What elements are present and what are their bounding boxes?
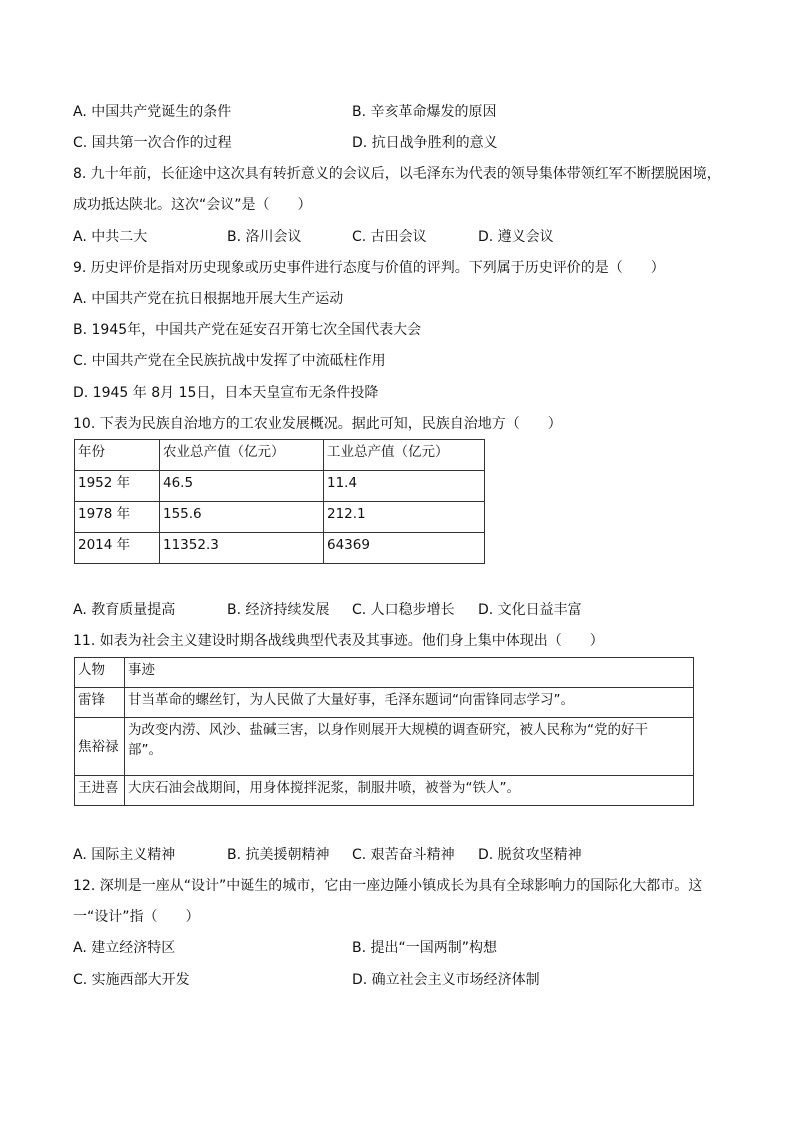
q12-stem-line1: 12. 深圳是一座从“设计”中诞生的城市，它由一座边陲小镇成长为具有全球影响力的国际化大都市。这 — [73, 878, 703, 894]
q11-table — [74, 657, 694, 806]
table-cell: 雷锋 — [75, 688, 125, 718]
q11-option-c: C. 艰苦奋斗精神 — [352, 847, 455, 863]
q11-stem: 11. 如表为社会主义建设时期各战线典型代表及其事迹。他们身上集中体现出（ ） — [73, 633, 604, 649]
q10-option-d: D. 文化日益丰富 — [478, 602, 582, 618]
table-header-cell: 人物 — [75, 658, 125, 688]
q7-option-c: C. 国共第一次合作的过程 — [73, 135, 232, 151]
q8-option-b: B. 洛川会议 — [227, 229, 302, 245]
table-cell: 11352.3 — [160, 533, 324, 564]
q10-table — [74, 439, 485, 564]
q7-option-d: D. 抗日战争胜利的意义 — [352, 135, 498, 151]
table-header-row — [75, 440, 485, 471]
q11-option-d: D. 脱贫攻坚精神 — [478, 847, 582, 863]
deed-text: 大庆石油会战期间，用身体搅拌泥浆，制服井喷，被誉为“铁人”。 — [128, 780, 520, 796]
q8-stem-line2: 成功抵达陕北。这次“会议”是（ ） — [73, 197, 312, 213]
q10-option-a: A. 教育质量提高 — [73, 602, 176, 618]
table-cell: 11.4 — [324, 471, 485, 502]
table-cell: 64369 — [324, 533, 485, 564]
table-cell: 焦裕禄 — [75, 718, 125, 776]
table-row — [75, 688, 694, 718]
q10-stem: 10. 下表为民族自治地方的工农业发展概况。据此可知，民族自治地方（ ） — [73, 416, 562, 432]
q8-stem-line1: 8. 九十年前，长征途中这次具有转折意义的会议后，以毛泽东为代表的领导集体带领红军不断摆脱困境， — [73, 166, 721, 182]
q11-option-b: B. 抗美援朝精神 — [227, 847, 330, 863]
deed-text-line2: 部”。 — [128, 742, 162, 758]
table-row — [75, 776, 694, 806]
table-row — [75, 533, 485, 564]
q9-option-b: B. 1945年，中国共产党在延安召开第七次全国代表大会 — [73, 322, 422, 338]
q8-option-c: C. 古田会议 — [352, 229, 427, 245]
table-header-cell: 工业总产值（亿元） — [324, 440, 485, 471]
q8-option-d: D. 遵义会议 — [478, 229, 554, 245]
q9-stem: 9. 历史评价是指对历史现象或历史事件进行态度与价值的评判。下列属于历史评价的是（ ） — [73, 260, 665, 276]
table-cell — [125, 688, 694, 718]
table-header-cell: 事迹 — [125, 658, 694, 688]
table-cell: 1978 年 — [75, 502, 160, 533]
table-cell: 155.6 — [160, 502, 324, 533]
q7-option-a: A. 中国共产党诞生的条件 — [73, 104, 232, 120]
q8-option-a: A. 中共二大 — [73, 229, 148, 245]
table-cell: 1952 年 — [75, 471, 160, 502]
q7-option-b: B. 辛亥革命爆发的原因 — [352, 104, 497, 120]
q10-option-b: B. 经济持续发展 — [227, 602, 330, 618]
table-cell: 2014 年 — [75, 533, 160, 564]
table-cell: 王进喜 — [75, 776, 125, 806]
q10-option-c: C. 人口稳步增长 — [352, 602, 455, 618]
table-header-cell: 农业总产值（亿元） — [160, 440, 324, 471]
q9-option-c: C. 中国共产党在全民族抗战中发挥了中流砥柱作用 — [73, 353, 386, 369]
table-cell: 212.1 — [324, 502, 485, 533]
table-row — [75, 718, 694, 776]
q12-option-d: D. 确立社会主义市场经济体制 — [352, 972, 540, 988]
table-row — [75, 502, 485, 533]
table-row — [75, 471, 485, 502]
q12-option-b: B. 提出“一国两制”构想 — [352, 940, 498, 956]
q12-option-a: A. 建立经济特区 — [73, 940, 176, 956]
q9-option-a: A. 中国共产党在抗日根据地开展大生产运动 — [73, 291, 344, 307]
table-cell — [125, 718, 694, 776]
table-cell — [125, 776, 694, 806]
table-header-row — [75, 658, 694, 688]
q11-option-a: A. 国际主义精神 — [73, 847, 176, 863]
q12-option-c: C. 实施西部大开发 — [73, 972, 190, 988]
q9-option-d: D. 1945 年 8月 15日，日本天皇宣布无条件投降 — [73, 385, 379, 401]
table-header-cell: 年份 — [75, 440, 160, 471]
deed-text-line1: 为改变内涝、风沙、盐碱三害，以身作则展开大规模的调查研究，被人民称为“党的好干 — [128, 722, 648, 738]
table-cell: 46.5 — [160, 471, 324, 502]
q12-stem-line2: 一“设计”指（ ） — [73, 909, 200, 925]
deed-text: 甘当革命的螺丝钉，为人民做了大量好事，毛泽东题词“向雷锋同志学习”。 — [128, 692, 574, 708]
